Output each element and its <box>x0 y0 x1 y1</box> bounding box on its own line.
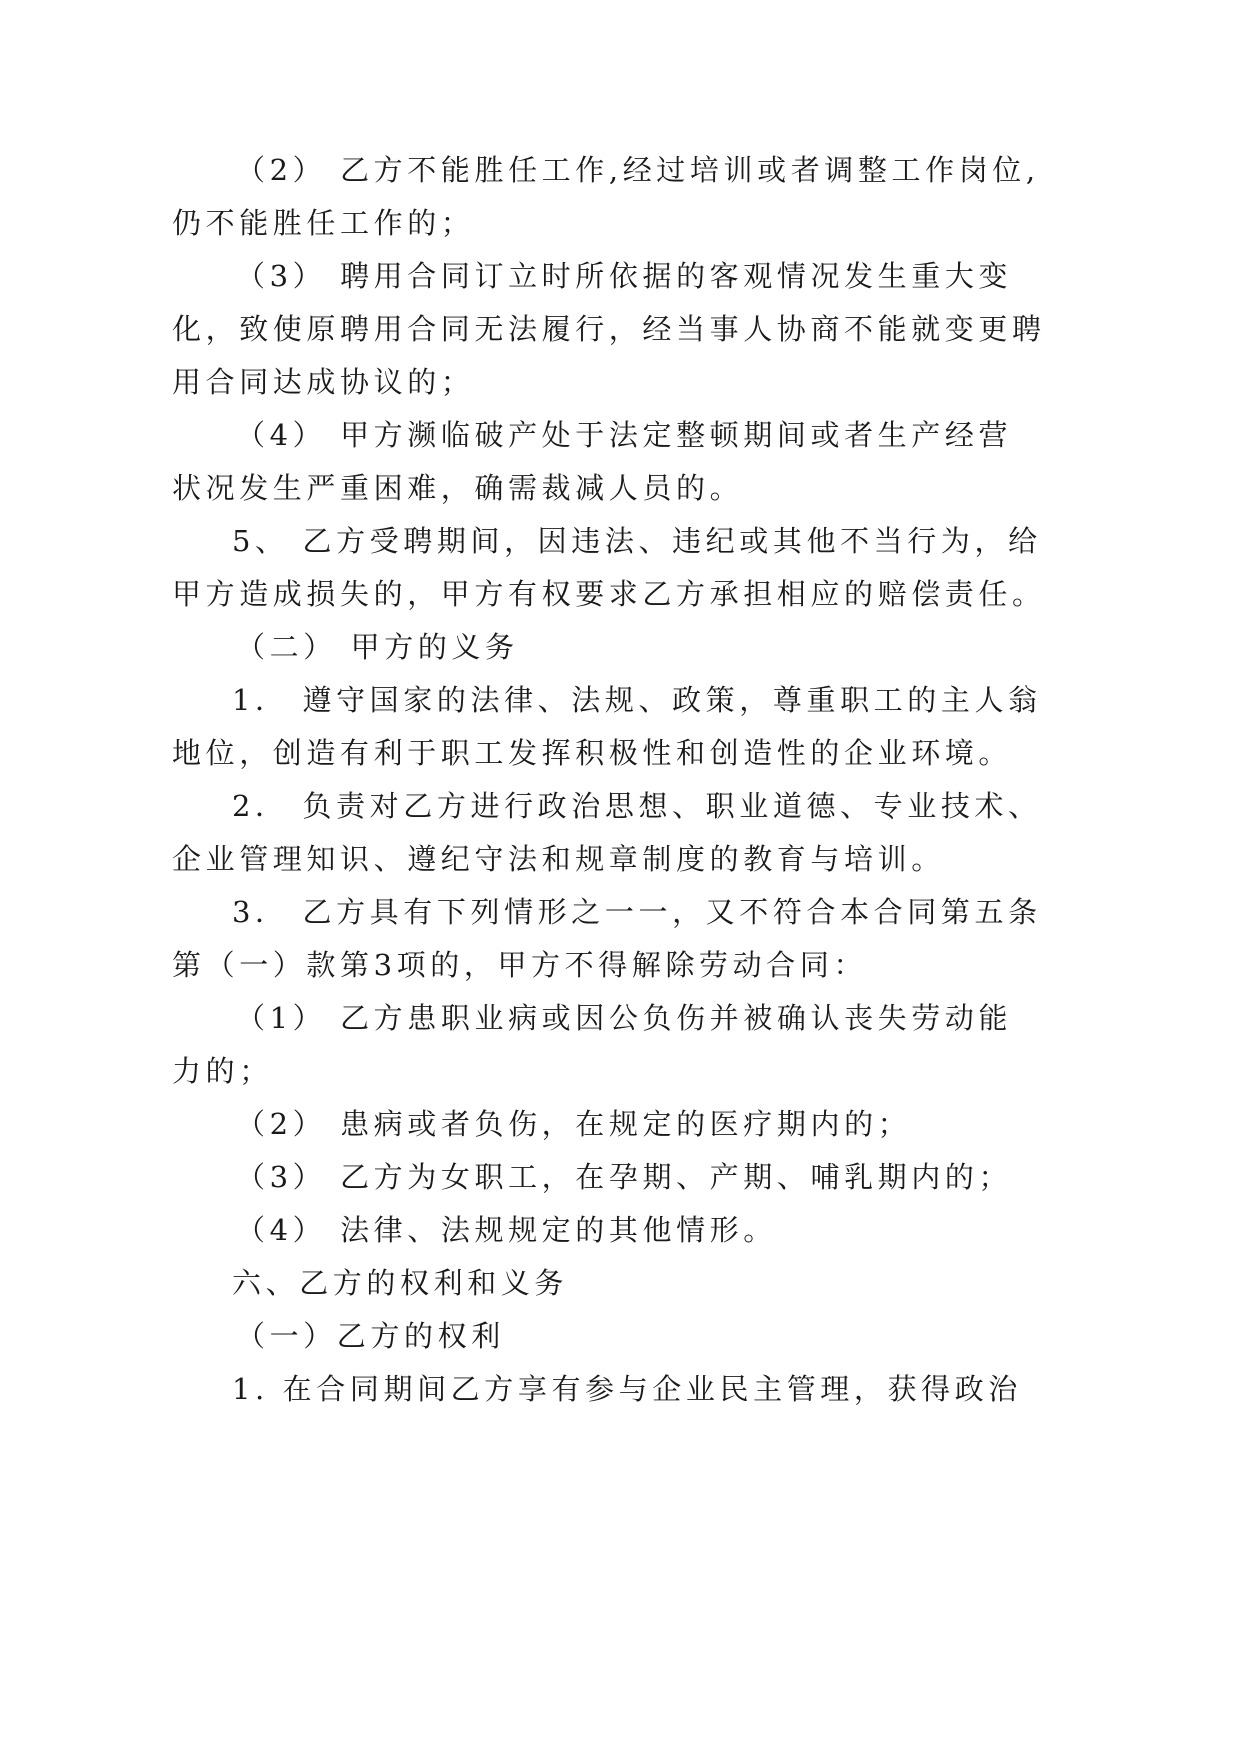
text-line: 用合同达成协议的； <box>172 365 475 399</box>
text-line: （1） 乙方患职业病或因公负伤并被确认丧失劳动能 <box>236 1001 1013 1035</box>
text-line: （2） 患病或者负伤，在规定的医疗期内的； <box>236 1107 912 1141</box>
section-heading: 六、乙方的权利和义务 <box>232 1266 569 1300</box>
text-line: 5、 乙方受聘期间，因违法、违纪或其他不当行为，给 <box>232 524 1042 558</box>
section-heading: （一）乙方的权利 <box>236 1319 505 1353</box>
text-line: 3． 乙方具有下列情形之一一，又不符合本合同第五条 <box>232 895 1042 929</box>
text-line: 力的； <box>172 1054 273 1088</box>
section-heading: （二） 甲方的义务 <box>236 630 519 664</box>
text-line: 甲方造成损失的，甲方有权要求乙方承担相应的赔偿责任。 <box>172 577 1046 611</box>
text-line: 仍不能胜任工作的； <box>172 206 475 240</box>
text-line: （4） 法律、法规规定的其他情形。 <box>236 1213 777 1247</box>
text-line: 状况发生严重困难，确需裁减人员的。 <box>172 471 744 505</box>
text-line: （3） 乙方为女职工，在孕期、产期、哺乳期内的； <box>236 1160 1013 1194</box>
text-line: 化，致使原聘用合同无法履行，经当事人协商不能就变更聘 <box>172 312 1046 346</box>
text-line: 2． 负责对乙方进行政治思想、职业道德、专业技术、 <box>232 789 1042 823</box>
text-line: 企业管理知识、遵纪守法和规章制度的教育与培训。 <box>172 842 945 876</box>
text-line: （2） 乙方不能胜任工作,经过培训或者调整工作岗位, <box>236 153 1040 187</box>
text-line: （4） 甲方濒临破产处于法定整顿期间或者生产经营 <box>236 418 1013 452</box>
text-line: 地位，创造有利于职工发挥积极性和创造性的企业环境。 <box>172 736 1013 770</box>
text-line: 1． 遵守国家的法律、法规、政策，尊重职工的主人翁 <box>232 683 1042 717</box>
text-line: （3） 聘用合同订立时所依据的客观情况发生重大变 <box>236 259 1013 293</box>
text-line: 1. 在合同期间乙方享有参与企业民主管理，获得政治 <box>232 1372 1022 1406</box>
text-line: 第（一）款第3项的，甲方不得解除劳动合同： <box>172 948 868 982</box>
